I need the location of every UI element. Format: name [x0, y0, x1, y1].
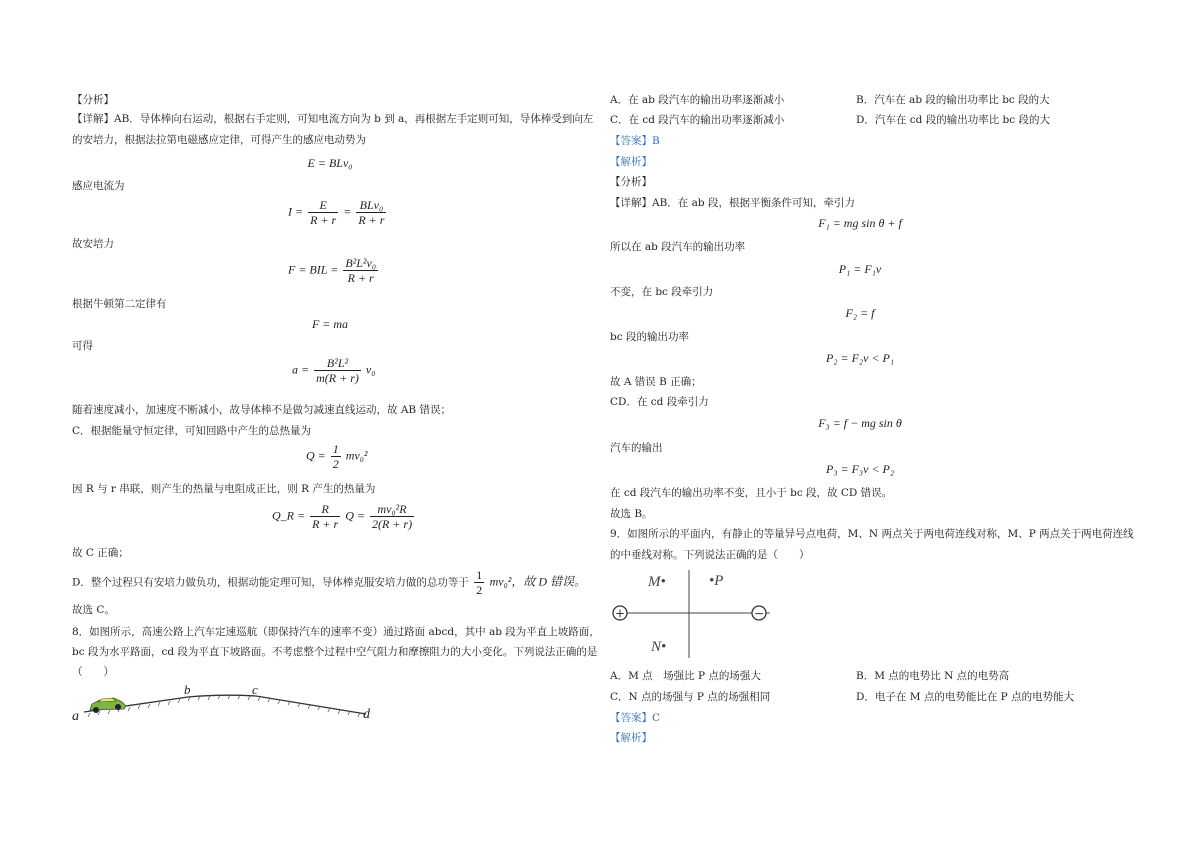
q8-option-b[interactable]: B．汽车在 ab 段的输出功率比 bc 段的大: [856, 94, 1050, 106]
point-m: M•: [648, 574, 666, 590]
q8-jiexi: 【解析】: [610, 156, 652, 168]
q8-line2: bc 段为水平路面，cd 段为平直下坡路面。不考虑整个过程中空气阻力和摩擦阻力的大小变化。下列说法正确的是: [72, 646, 598, 658]
line-p-ab: 所以在 ab 段汽车的输出功率: [610, 241, 746, 253]
left-line2: 的安培力，根据法拉第电磁感应定律，可得产生的感应电动势为: [72, 134, 366, 146]
label-current: 感应电流为: [72, 180, 125, 192]
point-p: •P: [709, 573, 724, 589]
line-c: C．根据能量守恒定律，可知回路中产生的总热量为: [72, 425, 312, 437]
q8-answer: 【答案】B: [610, 135, 660, 147]
charge-figure: [606, 568, 776, 660]
q9-option-a[interactable]: A．M 点 场强比 P 点的场强大: [610, 670, 761, 682]
line-series: 因 R 与 r 串联，则产生的热量与电阻成正比，则 R 产生的热量为: [72, 483, 376, 495]
left-xiangjie: 【详解】AB．导体棒向右运动，根据右手定则，可知电流方向为 b 到 a，再根据左手定则可知，导体棒受到向左: [72, 113, 594, 125]
label-force: 故安培力: [72, 238, 114, 250]
line-ab-wrong: 随着速度减小，加速度不断减小，故导体棒不是做匀减速直线运动，故 AB 错误；: [72, 404, 451, 416]
q8-xiangjie: 【详解】AB．在 ab 段，根据平衡条件可知，牵引力: [610, 197, 855, 209]
q9-option-d[interactable]: D．电子在 M 点的电势能比在 P 点的电势能大: [856, 691, 1075, 703]
line-bc: 不变，在 bc 段牵引力: [610, 286, 714, 298]
line-output: 汽车的输出: [610, 442, 663, 454]
q9-option-c[interactable]: C．N 点的场强与 P 点的场强相同: [610, 691, 771, 703]
eq-f1: F₁ = mg sin θ + f: [818, 216, 902, 230]
road-figure: [70, 682, 380, 726]
eq-heat-r: Q_R = $\frac{R}{R + r}$ Q = $\frac{\text{mv₀²R}}{2(R + r)}$: [272, 502, 413, 531]
q8-line3: （ ）: [72, 666, 114, 678]
label-a: a: [72, 709, 79, 724]
eq-p3: P₃ = F₃v < P₂: [825, 462, 895, 476]
eq-current: I = $\frac{E}{R + r}$ = $\frac{\text{BLv₀}}{R + r}$: [288, 198, 385, 227]
q8-line1: 8．如图所示，高速公路上汽车定速巡航（即保持汽车的速率不变）通过路面 abcd，其中 ab 段为平直上坡路面，: [72, 626, 600, 638]
label-ke: 可得: [72, 340, 93, 352]
eq-newton: F = ma: [311, 317, 349, 331]
positive-charge-icon: [613, 606, 627, 621]
line-d: D．整个过程只有安培力做负功，根据动能定理可知，导体棒克服安培力做的总功等于 $\frac{1}{2}$ mv₀²，故 D 错误。: [72, 568, 587, 597]
eq-f3: F₃ = f − mg sin θ: [818, 416, 902, 430]
eq-f2: F₂ = f: [845, 306, 875, 320]
eq-p2: P₂ = F₂v < P₁: [825, 351, 895, 365]
left-choose: 故选 C。: [72, 604, 115, 616]
eq-accel: a = $\frac{\text{B²L²}}{m(R + r)}$ v₀: [292, 356, 376, 385]
svg-text:+: +: [614, 606, 626, 621]
label-d: d: [363, 707, 370, 722]
svg-text:−: −: [753, 606, 765, 621]
q9-answer: 【答案】C: [610, 712, 661, 724]
q8-option-c[interactable]: C．在 cd 段汽车的输出功率逐渐减小: [610, 114, 785, 126]
line-bc-power: bc 段的输出功率: [610, 331, 689, 343]
car-icon: [90, 698, 126, 713]
q8-option-a[interactable]: A．在 ab 段汽车的输出功率逐渐减小: [610, 94, 785, 106]
q9-jiexi: 【解析】: [610, 732, 652, 744]
line-cd: CD．在 cd 段牵引力: [610, 396, 709, 408]
right-choose: 故选 B。: [610, 508, 653, 520]
eq-force: F = BIL = $\frac{\text{B²L²v₀}}{R + r}$: [288, 256, 377, 285]
line-cd-result: 在 cd 段汽车的输出功率不变，且小于 bc 段，故 CD 错误。: [610, 487, 893, 499]
q9-option-b[interactable]: B．M 点的电势比 N 点的电势高: [856, 670, 1010, 682]
line-c-correct: 故 C 正确；: [72, 547, 129, 559]
eq-emf: E = BLv₀: [307, 156, 353, 170]
q9-line1: 9．如图所示的平面内，有静止的等量异号点电荷，M、N 两点关于两电荷连线对称，M、P 两点关于两电荷连线: [610, 528, 1134, 540]
label-c: c: [252, 682, 258, 697]
label-newton: 根据牛顿第二定律有: [72, 298, 167, 310]
label-b: b: [184, 682, 191, 697]
eq-heat: Q = $\frac{1}{2}$ mv₀²: [306, 442, 368, 471]
eq-p1: P₁ = F₁v: [838, 262, 882, 276]
left-fenxi: 【分析】: [72, 94, 114, 106]
q9-line2: 的中垂线对称。下列说法正确的是（ ）: [610, 549, 810, 561]
line-ab-result: 故 A 错误 B 正确；: [610, 376, 702, 388]
negative-charge-icon: [752, 606, 766, 621]
q8-option-d[interactable]: D．汽车在 cd 段的输出功率比 bc 段的大: [856, 114, 1050, 126]
point-n: N•: [651, 639, 667, 655]
q8-fenxi: 【分析】: [610, 176, 652, 188]
